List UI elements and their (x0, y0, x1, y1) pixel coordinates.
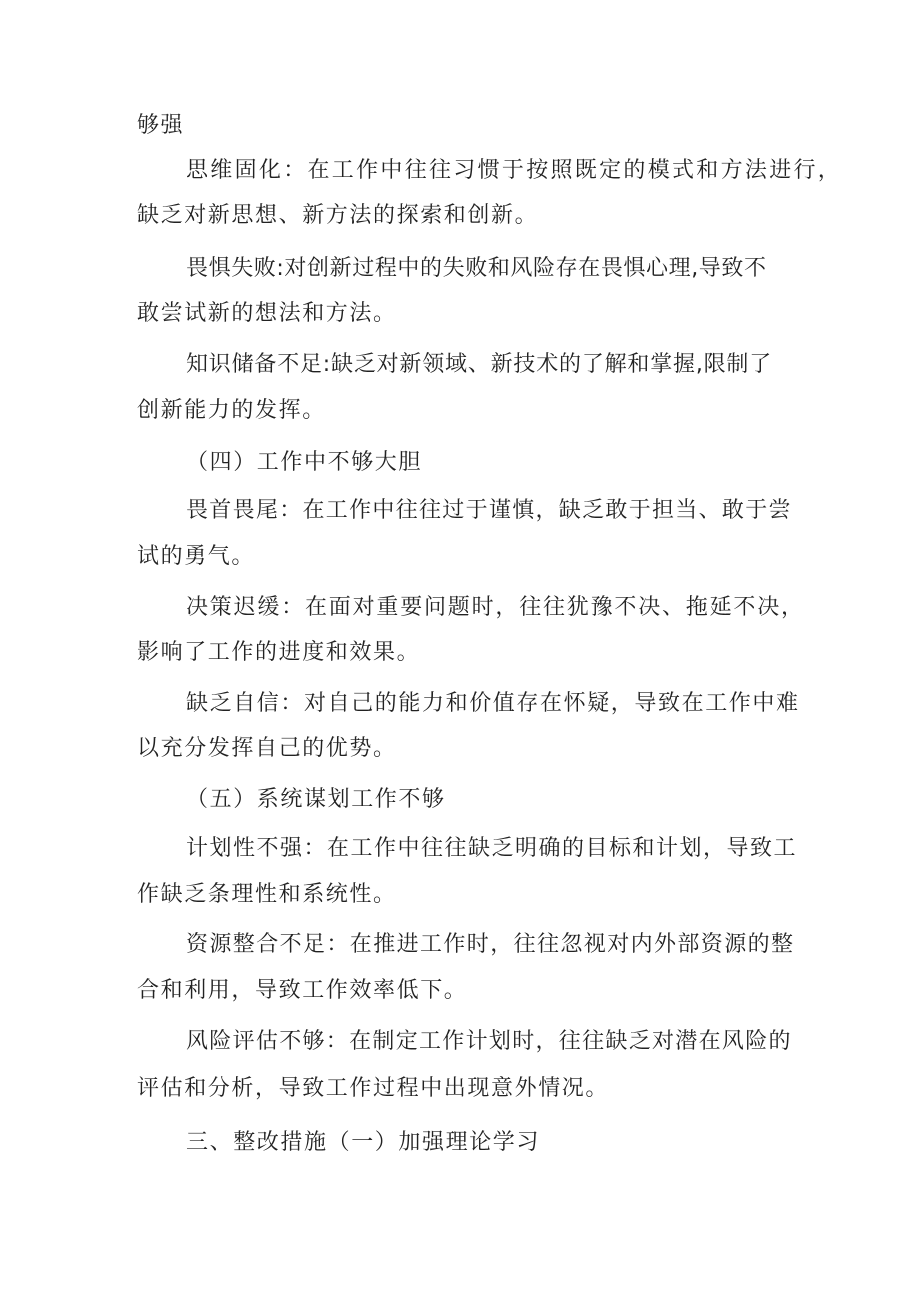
subheading-4: （四）工作中不够大胆 (186, 450, 423, 475)
continued-text-line: 够强 (137, 113, 185, 138)
paragraph-risk-assessment-line-2: 评估和分析，导致工作过程中出现意外情况。 (137, 1076, 610, 1101)
paragraph-knowledge-line-2: 创新能力的发挥。 (137, 398, 326, 423)
paragraph-thinking-rigidity-line-2: 缺乏对新思想、新方法的探索和创新。 (137, 203, 539, 228)
paragraph-risk-assessment-line-1: 风险评估不够：在制定工作计划时，往往缺乏对潜在风险的 (186, 1029, 792, 1054)
paragraph-timidity-line-2: 试的勇气。 (137, 544, 256, 569)
paragraph-knowledge-line-1: 知识储备不足:缺乏对新领域、新技术的了解和掌握,限制了 (186, 352, 773, 377)
paragraph-resource-integration-line-2: 合和利用，导致工作效率低下。 (137, 978, 468, 1003)
paragraph-resource-integration-line-1: 资源整合不足：在推进工作时，往往忽视对内外部资源的整 (186, 932, 795, 957)
paragraph-fear-failure-line-2: 敢尝试新的想法和方法。 (137, 301, 397, 326)
paragraph-weak-planning-line-2: 作缺乏条理性和系统性。 (137, 882, 397, 907)
subheading-5: （五）系统谋划工作不够 (186, 787, 446, 812)
paragraph-lack-confidence-line-2: 以充分发挥自己的优势。 (137, 736, 397, 761)
paragraph-slow-decision-line-2: 影响了工作的进度和效果。 (137, 640, 421, 665)
paragraph-fear-failure-line-1: 畏惧失败:对创新过程中的失败和风险存在畏惧心理,导致不 (186, 256, 767, 281)
paragraph-slow-decision-line-1: 决策迟缓：在面对重要问题时，往往犹豫不决、拖延不决， (186, 595, 805, 620)
paragraph-lack-confidence-line-1: 缺乏自信：对自己的能力和价值存在怀疑，导致在工作中难 (186, 691, 800, 716)
paragraph-weak-planning-line-1: 计划性不强：在工作中往往缺乏明确的目标和计划，导致工 (186, 836, 798, 861)
paragraph-timidity-line-1: 畏首畏尾：在工作中往往过于谨慎，缺乏敢于担当、敢于尝 (186, 498, 792, 523)
section-heading-3: 三、整改措施（一）加强理论学习 (186, 1130, 541, 1155)
paragraph-thinking-rigidity-line-1: 思维固化：在工作中往往习惯于按照既定的模式和方法进行， (186, 158, 843, 183)
